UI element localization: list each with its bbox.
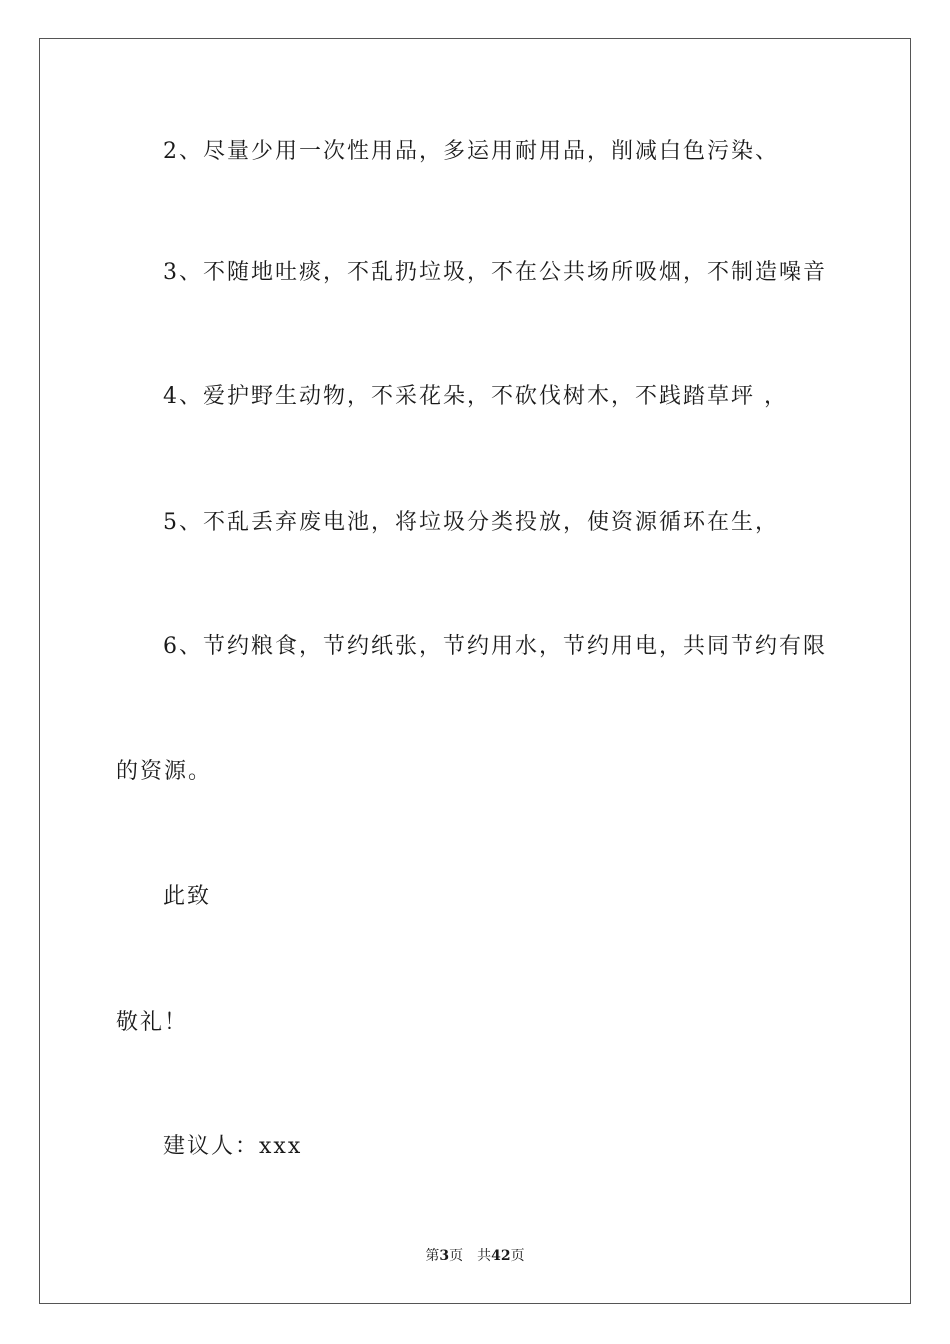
footer-page-prefix: 第 [425,1248,440,1264]
list-item-5: 5、不乱丢弃废电池，将垃圾分类投放，使资源循环在生， [163,510,779,535]
list-item-6-continuation: 的资源。 [116,759,213,784]
list-item-2: 2、尽量少用一次性用品，多运用耐用品，削减白色污染、 [163,139,779,164]
list-item-6: 6、节约粮食，节约纸张，节约用水，节约用电，共同节约有限 [163,634,827,659]
list-item-4: 4、爱护野生动物，不采花朵，不砍伐树木，不践踏草坪 ， [163,384,788,409]
footer-page-suffix: 页 [449,1248,464,1264]
closing-text: 此致 [163,884,212,909]
footer-total-suffix: 页 [510,1248,525,1264]
page-footer [0,1246,950,1266]
footer-total-pages: 42 [491,1248,511,1264]
footer-total-prefix: 共 [477,1248,492,1264]
salutation-text: 敬礼！ [116,1010,189,1035]
signature-line: 建议人：xxx [163,1134,303,1159]
list-item-3: 3、不随地吐痰，不乱扔垃圾，不在公共场所吸烟，不制造噪音 [163,260,827,285]
page-border [39,38,911,1304]
footer-page-number: 3 [439,1248,450,1264]
